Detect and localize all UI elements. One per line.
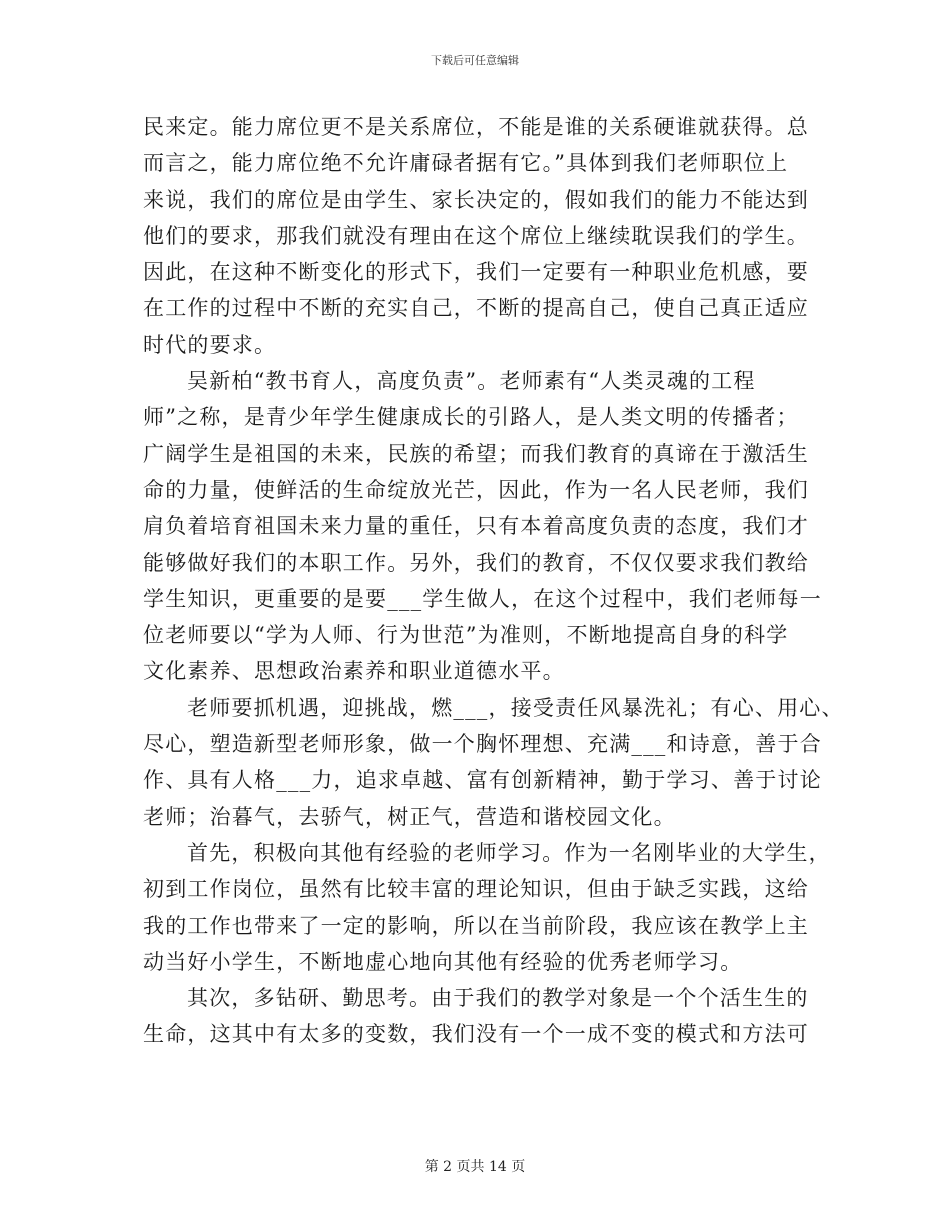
text-line: 动当好小学生，不断地虚心地向其他有经验的优秀老师学习。 <box>143 949 743 974</box>
text-line: 命的力量，使鲜活的生命绽放光芒，因此，作为一名人民老师，我们 <box>143 477 809 502</box>
text-line: 作、具有人格___力，追求卓越、富有创新精神，勤于学习、善于讨论 <box>143 768 822 793</box>
text-line: 因此，在这种不断变化的形式下，我们一定要有一种职业危机感，要 <box>143 260 809 285</box>
text-line: 文化素养、思想政治素养和职业道德水平。 <box>143 659 565 684</box>
page-number: 第 2 页共 14 页 <box>424 1159 526 1175</box>
text-line: 初到工作岗位，虽然有比较丰富的理论知识，但由于缺乏实践，这给 <box>143 877 809 902</box>
paragraph-start-line: 其次，多钻研、勤思考。由于我们的教学对象是一个个活生生的 <box>187 986 809 1011</box>
text-line: 我的工作也带来了一定的影响，所以在当前阶段，我应该在教学上主 <box>143 913 809 938</box>
text-line: 肩负着培育祖国未来力量的重任，只有本着高度负责的态度，我们才 <box>143 514 809 539</box>
text-line: 来说，我们的席位是由学生、家长决定的，假如我们的能力不能达到 <box>143 187 809 212</box>
paragraph-start-line: 吴新柏“教书育人，高度负责”。老师素有“人类灵魂的工程 <box>187 369 756 394</box>
text-line: 时代的要求。 <box>143 332 277 357</box>
text-line: 广阔学生是祖国的未来，民族的希望；而我们教育的真谛在于激活生 <box>143 441 809 466</box>
text-line: 师”之称，是青少年学生健康成长的引路人，是人类文明的传播者； <box>143 405 799 430</box>
paragraph-start-line: 首先，积极向其他有经验的老师学习。作为一名刚毕业的大学生， <box>187 840 831 865</box>
paragraph-start-line: 老师要抓机遇，迎挑战，燃___，接受责任风暴洗礼；有心、用心、 <box>187 695 844 720</box>
text-line: 民来定。能力席位更不是关系席位，不能是谁的关系硬谁就获得。总 <box>143 115 809 139</box>
text-line: 生命，这其中有太多的变数，我们没有一个一成不变的模式和方法可 <box>143 1022 809 1047</box>
document-body <box>143 109 844 1053</box>
text-line: 尽心，塑造新型老师形象，做一个胸怀理想、充满___和诗意，善于合 <box>143 732 822 757</box>
text-line: 而言之，能力席位绝不允许庸碌者据有它。”具体到我们老师职位上 <box>143 151 789 176</box>
text-line: 能够做好我们的本职工作。另外，我们的教育，不仅仅要求我们教给 <box>143 550 809 575</box>
text-line: 老师；治暮气，去骄气，树正气，营造和谐校园文化。 <box>143 804 676 829</box>
text-line: 他们的要求，那我们就没有理由在这个席位上继续耽误我们的学生。 <box>143 223 809 248</box>
text-line: 在工作的过程中不断的充实自己，不断的提高自己，使自己真正适应 <box>143 296 809 321</box>
text-line: 学生知识，更重要的是要___学生做人，在这个过程中，我们老师每一 <box>143 586 822 611</box>
page-header: 下载后可任意编辑 <box>431 54 519 67</box>
text-line: 位老师要以“学为人师、行为世范”为准则，不断地提高自身的科学 <box>143 623 789 648</box>
